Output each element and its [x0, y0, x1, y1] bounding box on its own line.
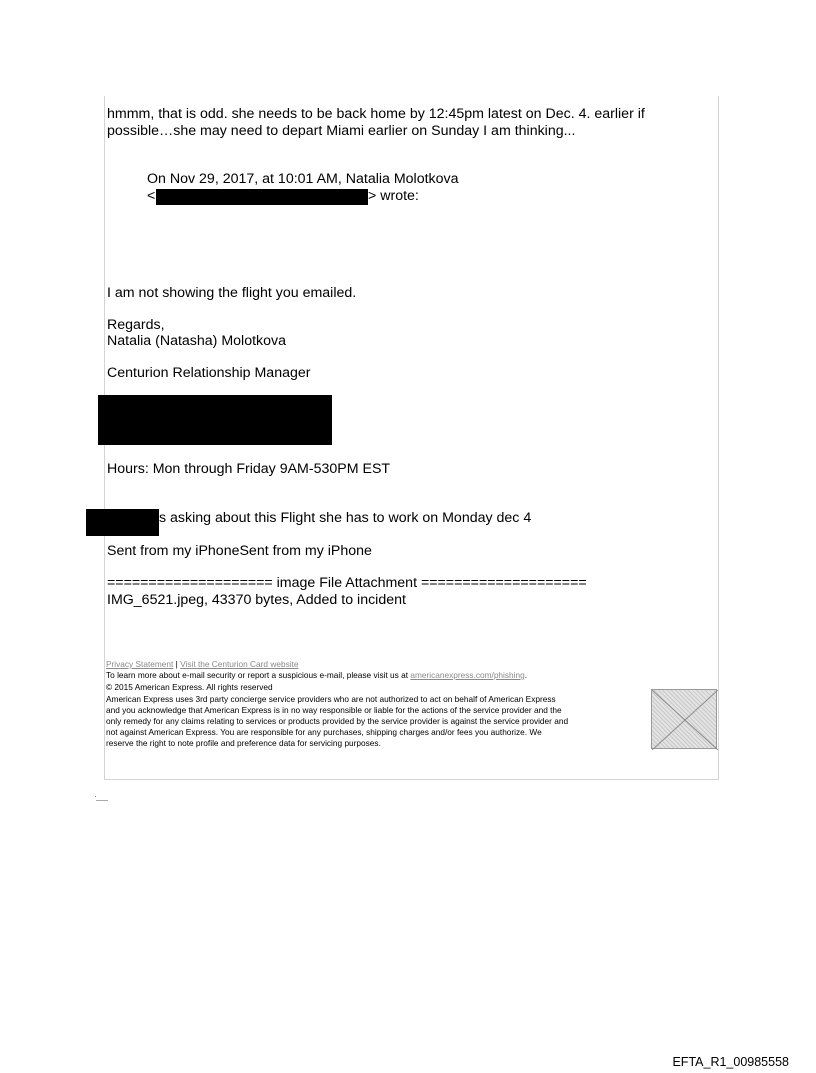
disclaimer-line-3: only remedy for any claims relating to services or products provided by the service provider is against the service provider and — [106, 716, 569, 726]
asking-text: s asking about this Flight she has to work on Monday dec 4 — [159, 510, 532, 526]
scan-artifact-mark — [95, 796, 109, 802]
not-showing-text: I am not showing the flight you emailed. — [107, 285, 357, 301]
security-notice — [106, 670, 527, 680]
quote-wrote: > wrote: — [368, 188, 419, 204]
broken-image-icon — [651, 689, 717, 749]
reply-line-1: hmmm, that is odd. she needs to be back home by 12:45pm latest on Dec. 4. earlier if — [107, 106, 645, 122]
reply-line-2: possible…she may need to depart Miami earlier on Sunday I am thinking... — [107, 123, 576, 139]
attachment-detail: IMG_6521.jpeg, 43370 bytes, Added to incident — [107, 592, 406, 608]
hours-text: Hours: Mon through Friday 9AM-530PM EST — [107, 461, 391, 477]
phishing-link[interactable]: americanexpress.com/phishing — [410, 670, 525, 680]
redaction-contact-block — [98, 395, 332, 445]
regards: Regards, — [107, 317, 165, 333]
signer-name: Natalia (Natasha) Molotkova — [107, 333, 286, 349]
footer-links — [106, 659, 298, 669]
quote-open-bracket: < — [147, 188, 156, 204]
attachment-header: ==================== image File Attachment ==================== — [107, 575, 587, 591]
security-prefix: To learn more about e-mail security or report a suspicious e-mail, please visit us at — [106, 670, 411, 680]
copyright: © 2015 American Express. All rights reserved — [106, 682, 273, 692]
document-id: EFTA_R1_00985558 — [672, 1055, 789, 1069]
link-separator: | — [175, 659, 178, 669]
privacy-statement-link[interactable]: Privacy Statement — [106, 659, 174, 669]
disclaimer-line-1: American Express uses 3rd party concierge service providers who are not authorized to act on behalf of American Express — [106, 694, 556, 704]
quote-header: On Nov 29, 2017, at 10:01 AM, Natalia Molotkova — [147, 171, 459, 187]
sent-from: Sent from my iPhoneSent from my iPhone — [107, 543, 372, 559]
disclaimer-line-4: not against American Express. You are responsible for any purchases, shipping charges and/or fees you authorize. We — [106, 727, 542, 737]
centurion-card-link[interactable]: Visit the Centurion Card website — [180, 659, 299, 669]
disclaimer-line-2: and you acknowledge that American Express is in no way responsible or liable for the actions of the service provider and the — [106, 705, 562, 715]
security-suffix: . — [524, 670, 528, 680]
disclaimer-line-5: reserve the right to note profile and preference data for servicing purposes. — [106, 738, 381, 748]
signer-title: Centurion Relationship Manager — [107, 365, 311, 381]
redaction-name — [86, 509, 159, 536]
redaction-email — [156, 189, 368, 205]
